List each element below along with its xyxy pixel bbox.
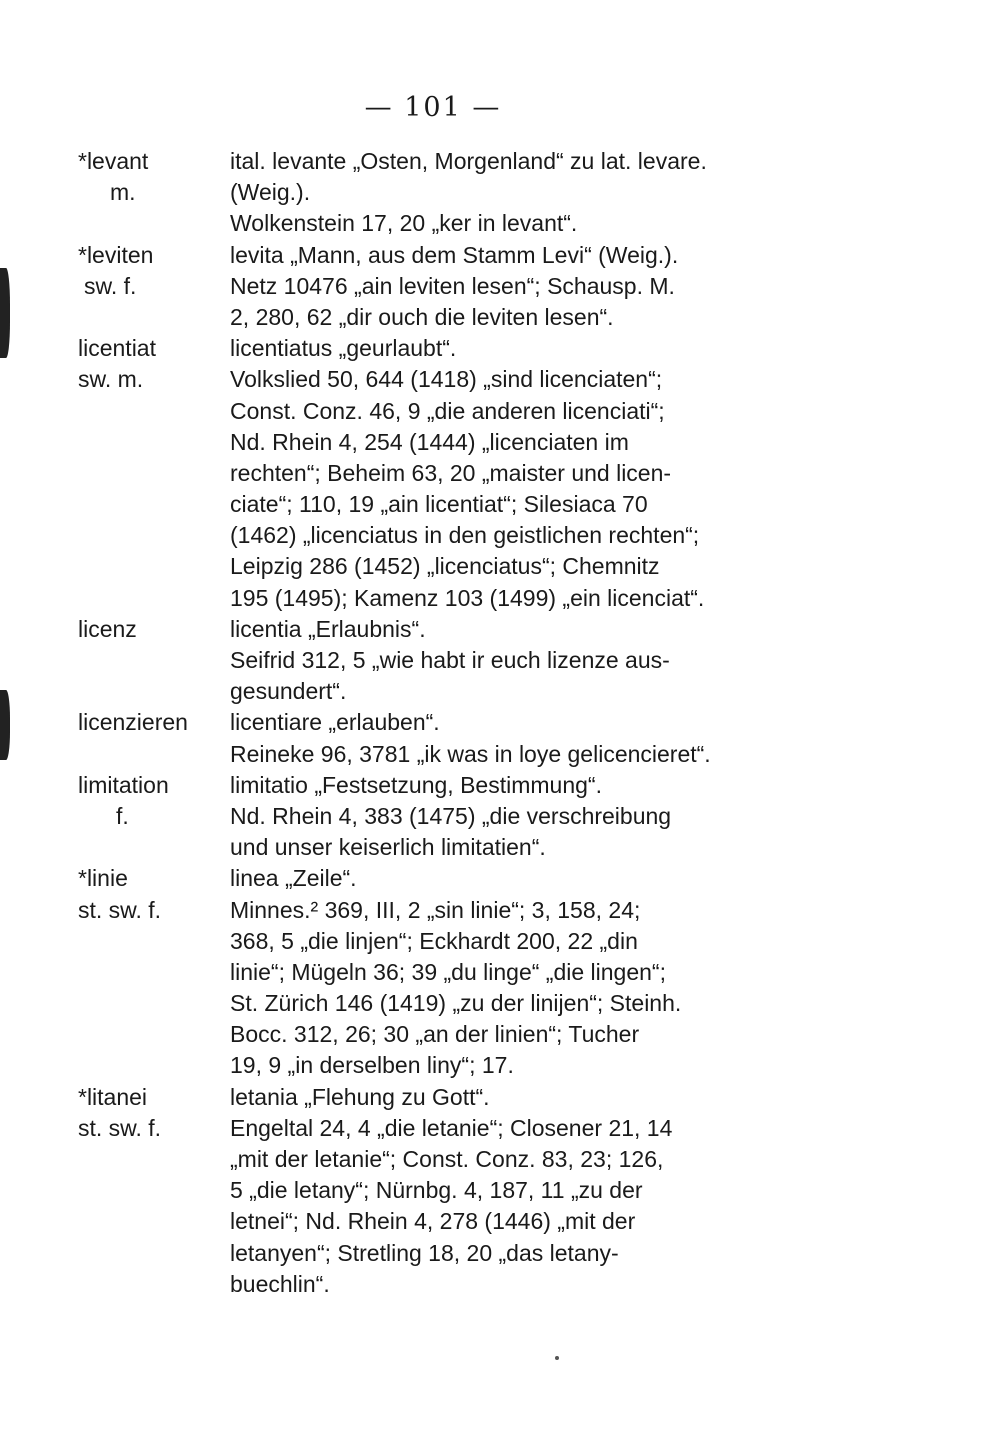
entry-line: licentiare „erlauben“. xyxy=(230,709,440,736)
entry-line: Const. Conz. 46, 9 „die anderen licenciati“; xyxy=(230,397,665,424)
grammar-note: st. sw. f. xyxy=(78,1114,162,1141)
headword: limitation xyxy=(78,771,169,798)
entry-line: „mit der letanie“; Const. Conz. 83, 23; 126, xyxy=(230,1146,664,1172)
page-number: — 101 — xyxy=(364,92,502,123)
entry-line: gesundert“. xyxy=(230,678,347,705)
entry-line: licentiatus „geurlaubt“. xyxy=(230,335,457,362)
entry-line: ciate“; 110, 19 „ain licentiat“; Silesiaca 70 xyxy=(230,491,648,518)
entry-line: Seifrid 312, 5 „wie habt ir euch lizenze aus- xyxy=(230,647,670,673)
entry-line: Nd. Rhein 4, 383 (1475) „die verschreibung xyxy=(230,802,672,829)
entry-line: 19, 9 „in derselben liny“; 17. xyxy=(230,1052,514,1079)
entry-line: licentia „Erlaubnis“. xyxy=(230,615,426,642)
entry-line: levita „Mann, aus dem Stamm Levi“ (Weig.). xyxy=(230,241,679,268)
entry-line: Engeltal 24, 4 „die letanie“; Closener 21, 14 xyxy=(230,1114,673,1141)
entry-line: Netz 10476 „ain leviten lesen“; Schausp. M. xyxy=(230,272,675,299)
entry-line: 5 „die letany“; Nürnbg. 4, 187, 11 „zu der xyxy=(230,1177,643,1204)
entry-line: Leipzig 286 (1452) „licenciatus“; Chemnitz xyxy=(230,553,660,580)
entry-line: letnei“; Nd. Rhein 4, 278 (1446) „mit der xyxy=(230,1208,636,1235)
entry-line: letania „Flehung zu Gott“. xyxy=(230,1083,490,1110)
entry-licenz xyxy=(0,614,1000,708)
entry-line: Minnes.² 369, III, 2 „sin linie“; 3, 158, 24; xyxy=(230,896,641,923)
headword: *litanei xyxy=(78,1083,148,1110)
ink-speck xyxy=(555,1356,559,1360)
entry-line: 2, 280, 62 „dir ouch die leviten lesen“. xyxy=(230,303,614,330)
entry-line: 195 (1495); Kamenz 103 (1499) „ein licenciat“. xyxy=(230,584,705,611)
entry-line: Bocc. 312, 26; 30 „an der linien“; Tucher xyxy=(230,1021,640,1048)
headword: licenz xyxy=(78,615,137,642)
headword: licentiat xyxy=(78,335,156,362)
grammar-note: f. xyxy=(116,802,129,829)
entry-line: 368, 5 „die linjen“; Eckhardt 200, 22 „din xyxy=(230,927,638,954)
entry-line: (1462) „licenciatus in den geistlichen rechten“; xyxy=(230,522,700,549)
entry-line: letanyen“; Stretling 18, 20 „das letany- xyxy=(230,1239,619,1266)
entry-line: Volkslied 50, 644 (1418) „sind licenciaten“; xyxy=(230,366,663,393)
entry-line: linea „Zeile“. xyxy=(230,865,357,892)
entry-line: rechten“; Beheim 63, 20 „maister und licen- xyxy=(230,459,672,486)
grammar-note: sw. m. xyxy=(78,366,144,393)
entry-levant xyxy=(0,146,1000,240)
entry-line: St. Zürich 146 (1419) „zu der linijen“; Steinh. xyxy=(230,990,682,1017)
entry-line: (Weig.). xyxy=(230,179,311,206)
grammar-note: st. sw. f. xyxy=(78,896,162,923)
headword: *linie xyxy=(78,865,128,892)
headword: licenzieren xyxy=(78,709,188,736)
scan-edge-shadow xyxy=(0,268,10,358)
headword: *leviten xyxy=(78,241,154,268)
entry-linie xyxy=(0,863,1000,1081)
entry-limitation xyxy=(0,770,1000,864)
entry-line: linie“; Mügeln 36; 39 „du linge“ „die lingen“; xyxy=(230,958,666,985)
entry-line: buechlin“. xyxy=(230,1270,330,1297)
entry-line: Nd. Rhein 4, 254 (1444) „licenciaten im xyxy=(230,428,629,455)
grammar-note: m. xyxy=(110,179,136,206)
grammar-note: sw. f. xyxy=(84,272,137,299)
entry-licenzieren xyxy=(0,707,1000,769)
scan-edge-shadow xyxy=(0,690,10,760)
entry-licentiat xyxy=(0,333,1000,614)
entry-litanei xyxy=(0,1082,1000,1300)
entry-line: Reineke 96, 3781 „ik was in loye gelicencieret“. xyxy=(230,740,711,767)
entry-line: Wolkenstein 17, 20 „ker in levant“. xyxy=(230,210,578,237)
headword: *levant xyxy=(78,148,149,174)
entry-line: und unser keiserlich limitatien“. xyxy=(230,834,546,861)
entry-line: limitatio „Festsetzung, Bestimmung“. xyxy=(230,771,602,798)
dictionary-entries xyxy=(0,146,1000,1300)
entry-leviten xyxy=(0,240,1000,334)
entry-line: ital. levante „Osten, Morgenland“ zu lat. levare. xyxy=(230,148,707,174)
